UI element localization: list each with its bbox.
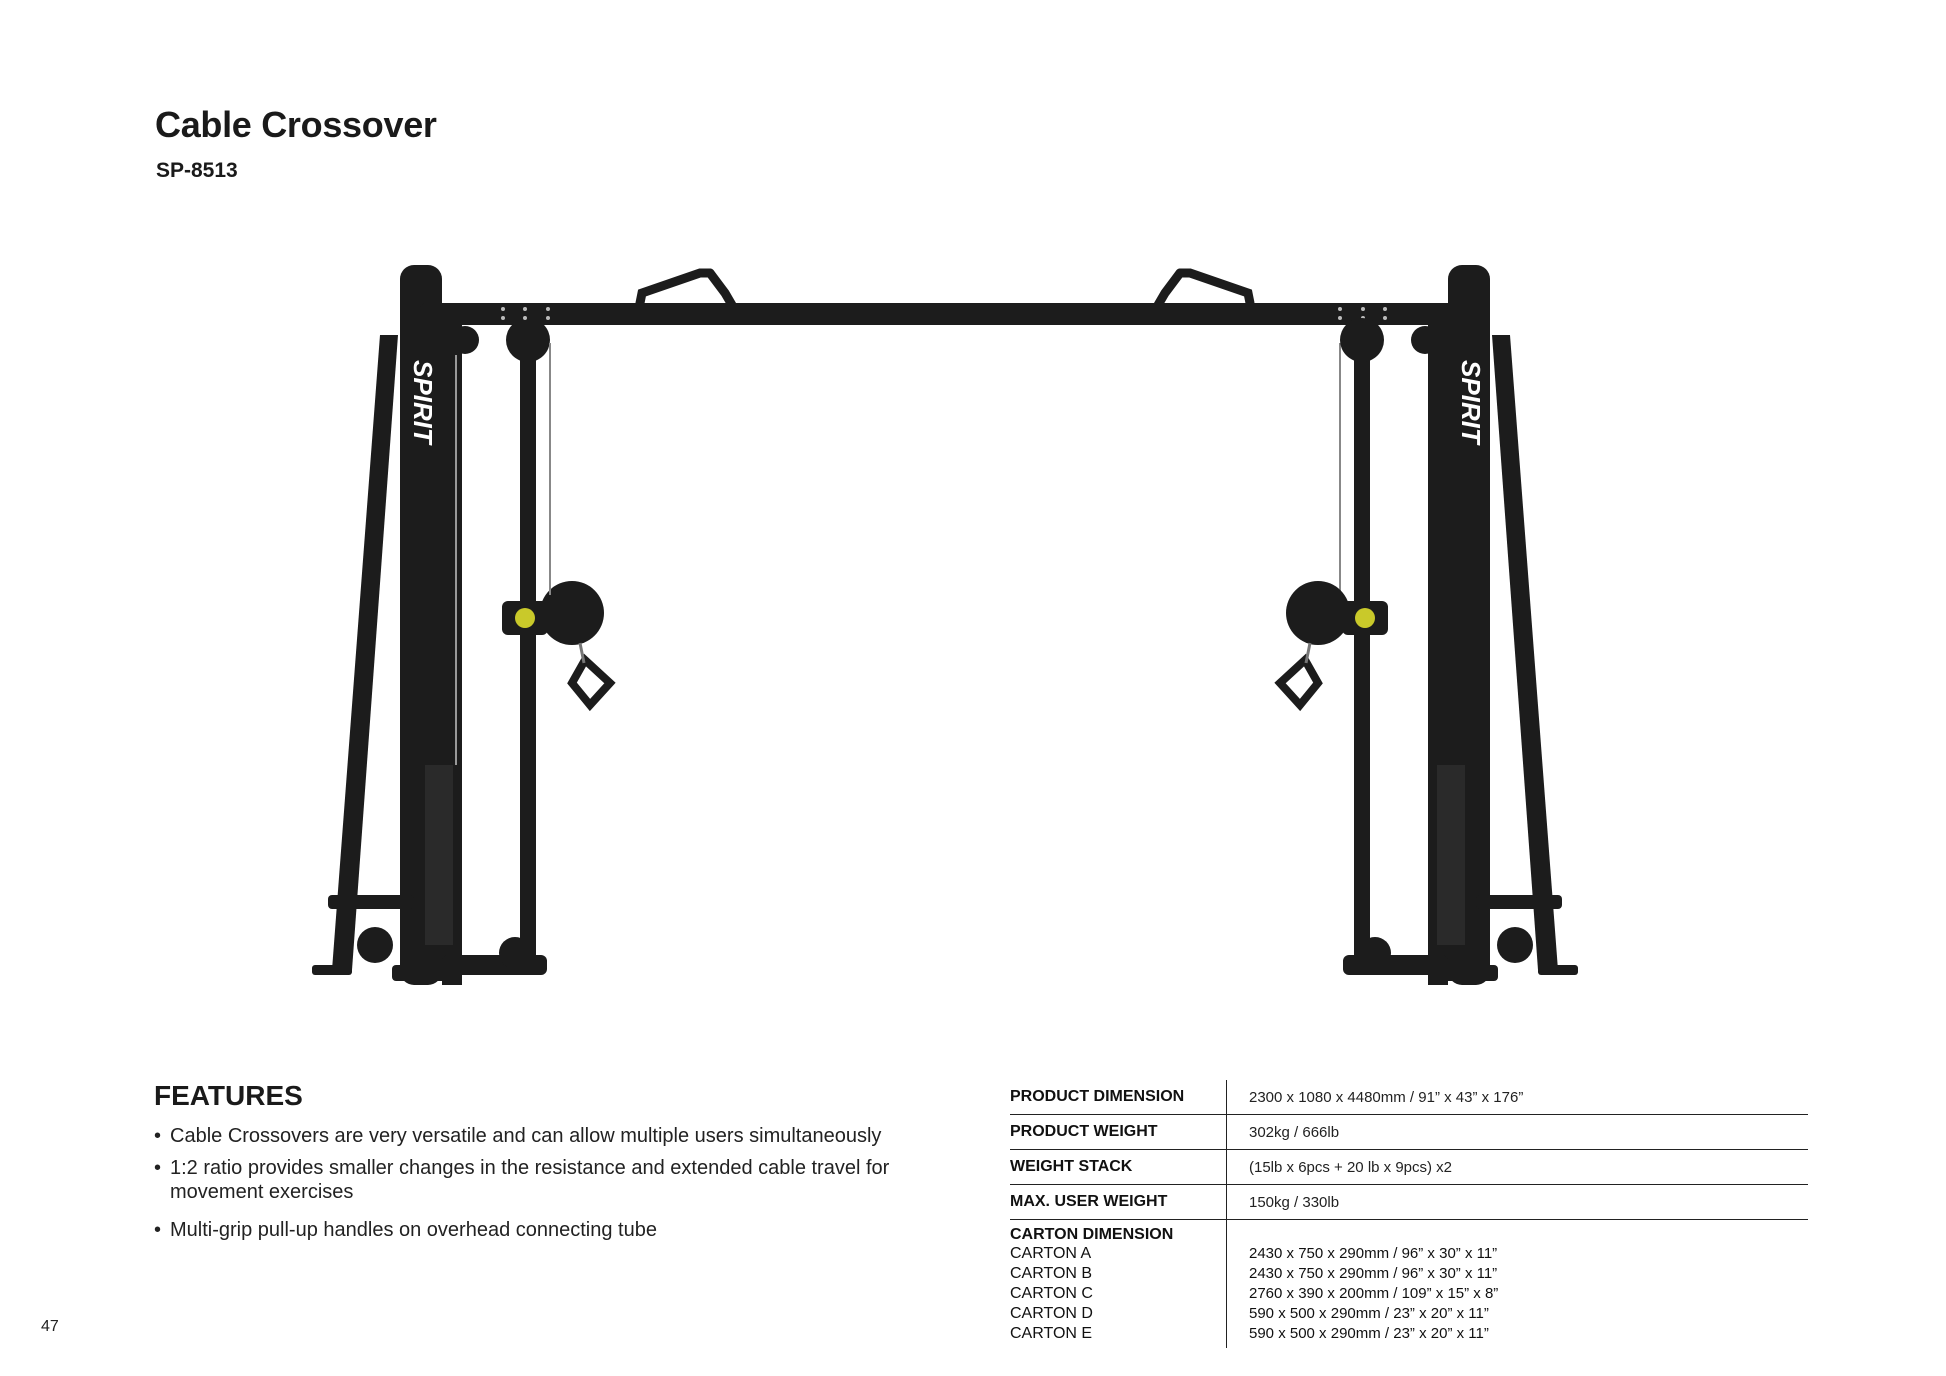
features-list xyxy=(154,1124,914,1250)
carton-values xyxy=(1226,1220,1808,1348)
product-title: Cable Crossover xyxy=(155,104,437,145)
model-number: SP-8513 xyxy=(156,159,238,182)
spec-row xyxy=(1010,1080,1808,1115)
carton-value: 590 x 500 x 290mm / 23” x 20” x 11” xyxy=(1249,1325,1489,1342)
spec-row xyxy=(1010,1115,1808,1150)
pullup-handle-right-inner xyxy=(1158,273,1180,305)
spec-label: WEIGHT STACK xyxy=(1010,1158,1133,1175)
spec-value: (15lb x 6pcs + 20 lb x 9pcs) x2 xyxy=(1226,1150,1808,1184)
pullup-handle-left-outer xyxy=(640,273,710,303)
carton-name: CARTON E xyxy=(1010,1325,1093,1342)
spec-value: 150kg / 330lb xyxy=(1226,1185,1808,1219)
pullup-handle-right-outer xyxy=(1180,273,1250,303)
carton-value: 2430 x 750 x 290mm / 96” x 30” x 11” xyxy=(1249,1245,1498,1262)
left-stirrup-handle xyxy=(572,660,610,705)
carton-dimension-label: CARTON DIMENSION xyxy=(1010,1226,1174,1243)
features-heading: FEATURES xyxy=(154,1080,303,1111)
carton-name: CARTON A xyxy=(1010,1245,1092,1262)
left-pin-knob xyxy=(515,608,535,628)
page-number: 47 xyxy=(41,1318,59,1335)
spec-label: PRODUCT WEIGHT xyxy=(1010,1123,1158,1140)
carton-value: 590 x 500 x 290mm / 23” x 20” x 11” xyxy=(1249,1305,1489,1322)
feature-item: • Cable Crossovers are very versatile and can allow multiple users simultaneously xyxy=(154,1124,914,1148)
carton-name: CARTON D xyxy=(1010,1305,1093,1322)
right-pin-knob xyxy=(1355,608,1375,628)
pullup-handle-left-inner xyxy=(710,273,732,305)
brand-logo-left: SPIRIT xyxy=(408,360,438,444)
spec-value: 2300 x 1080 x 4480mm / 91” x 43” x 176” xyxy=(1226,1080,1808,1114)
product-image xyxy=(280,265,1610,995)
spec-table xyxy=(1010,1080,1808,1348)
feature-item: • Multi-grip pull-up handles on overhead connecting tube xyxy=(154,1218,914,1242)
carton-name: CARTON B xyxy=(1010,1265,1093,1282)
spec-label: PRODUCT DIMENSION xyxy=(1010,1088,1185,1105)
carton-dimension-row xyxy=(1010,1220,1808,1348)
top-crossbar xyxy=(420,303,1470,325)
carton-labels xyxy=(1010,1220,1226,1348)
carton-name: CARTON C xyxy=(1010,1285,1093,1302)
brand-logo-right: SPIRIT xyxy=(1456,360,1486,444)
right-stirrup-handle xyxy=(1280,660,1318,705)
spec-row xyxy=(1010,1185,1808,1220)
right-swivel-pulley xyxy=(1286,581,1350,645)
spec-label: MAX. USER WEIGHT xyxy=(1010,1193,1168,1210)
carton-value: 2430 x 750 x 290mm / 96” x 30” x 11” xyxy=(1249,1265,1498,1282)
spec-value: 302kg / 666lb xyxy=(1226,1115,1808,1149)
right-top-pulley xyxy=(1340,318,1384,362)
feature-item: • 1:2 ratio provides smaller changes in the resistance and extended cable travel for movement exercises xyxy=(154,1156,914,1204)
carton-value: 2760 x 390 x 200mm / 109” x 15” x 8” xyxy=(1249,1285,1499,1302)
spec-row xyxy=(1010,1150,1808,1185)
